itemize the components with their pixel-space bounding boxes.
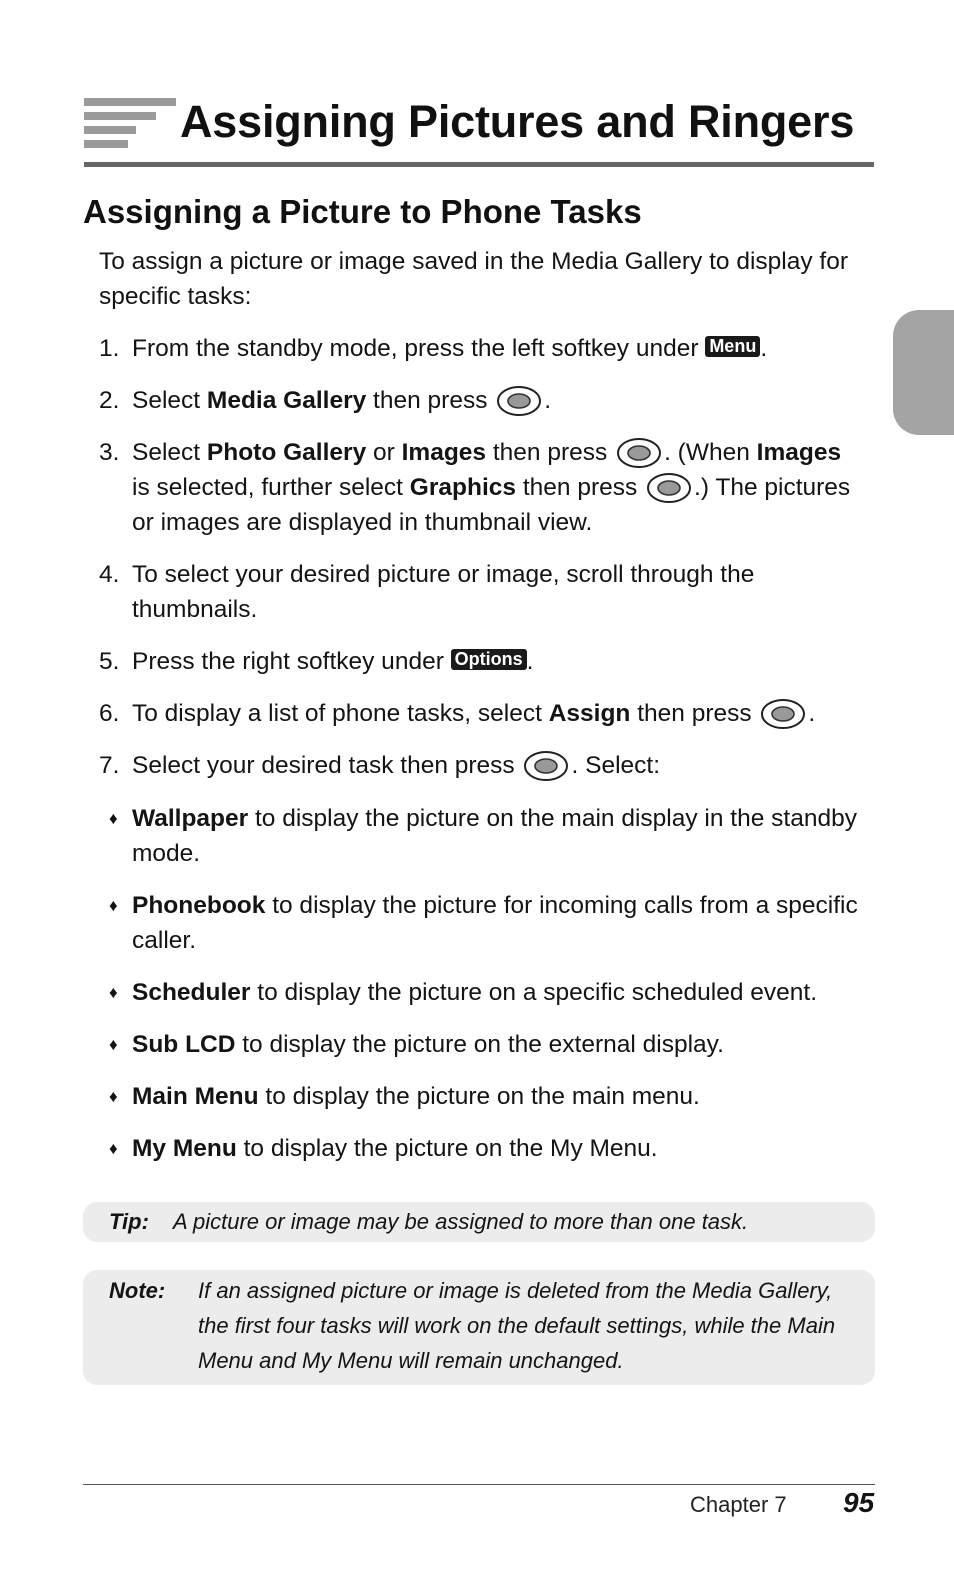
diamond-bullet-icon: ♦ [109, 1087, 118, 1106]
step-number: 2. [99, 387, 120, 414]
option-name: Sub LCD [132, 1031, 236, 1058]
step-2 [99, 383, 861, 418]
step-number: 7. [99, 752, 120, 779]
step-text: To select your desired picture or image, scroll through the thumbnails. [132, 561, 755, 623]
option-description: to display the picture on the main display in the standby mode. [132, 805, 857, 867]
diamond-bullet-icon: ♦ [109, 1035, 118, 1054]
step-text: . [544, 387, 552, 414]
option-name: My Menu [132, 1135, 237, 1162]
images-term: Images [401, 439, 487, 466]
step-5 [99, 644, 861, 679]
step-number: 6. [99, 700, 120, 727]
step-text: . [526, 648, 534, 675]
step-text: From the standby mode, press the left softkey under [132, 335, 706, 362]
menu-softkey-label: Menu [705, 336, 760, 357]
step-7 [99, 748, 861, 783]
chapter-label: Chapter 7 [690, 1492, 787, 1517]
step-text: then press [630, 700, 759, 727]
list-item-phonebook [109, 888, 861, 958]
page-number: 95 [843, 1487, 875, 1518]
option-name: Main Menu [132, 1083, 259, 1110]
step-text: . (When [664, 439, 757, 466]
step-text: then press [486, 439, 615, 466]
speed-lines-icon [84, 98, 178, 158]
option-description: to display the picture on a specific scheduled event. [250, 979, 818, 1006]
diamond-bullet-icon: ♦ [109, 896, 118, 915]
step-3 [99, 435, 861, 540]
section-heading: Assigning a Picture to Phone Tasks [83, 193, 642, 230]
option-name: Phonebook [132, 892, 266, 919]
step-text: Select your desired task then press [132, 752, 522, 779]
step-4 [99, 557, 861, 627]
step-text: . [760, 335, 768, 362]
step-text: Select [132, 439, 207, 466]
option-description: to display the picture on the My Menu. [236, 1135, 658, 1162]
step-text: . Select: [571, 752, 660, 779]
step-number: 1. [99, 335, 120, 362]
step-text: then press [516, 474, 645, 501]
photo-gallery-term: Photo Gallery [206, 439, 367, 466]
media-gallery-term: Media Gallery [206, 387, 367, 414]
footer-rule [83, 1484, 875, 1485]
list-item-wallpaper [109, 801, 861, 871]
images-term: Images [756, 439, 842, 466]
diamond-bullet-icon: ♦ [109, 1139, 118, 1158]
tip-text: A picture or image may be assigned to more than one task. [173, 1209, 749, 1234]
step-text: is selected, further select [132, 474, 410, 501]
task-options-list [109, 801, 861, 1183]
page-title: Assigning Pictures and Ringers [180, 96, 855, 147]
intro-paragraph: To assign a picture or image saved in the Media Gallery to display for specific tasks: [99, 248, 848, 310]
option-name: Scheduler [132, 979, 251, 1006]
list-item-my-menu [109, 1131, 861, 1166]
option-description: to display the picture on the external display. [235, 1031, 724, 1058]
step-6 [99, 696, 861, 731]
graphics-term: Graphics [409, 474, 517, 501]
tip-label: Tip: [109, 1209, 149, 1234]
step-number: 3. [99, 439, 120, 466]
steps-list [99, 331, 861, 800]
assign-term: Assign [548, 700, 631, 727]
center-select-key-icon [760, 698, 806, 730]
center-select-key-icon [523, 750, 569, 782]
diamond-bullet-icon: ♦ [109, 809, 118, 828]
note-box [83, 1270, 875, 1385]
option-description: to display the picture for incoming calls from a specific caller. [132, 892, 858, 954]
list-item-sub-lcd [109, 1027, 861, 1062]
options-softkey-label: Options [451, 649, 527, 670]
center-select-key-icon [646, 472, 692, 504]
list-item-scheduler [109, 975, 861, 1010]
step-text: .) The pictures or images are displayed in thumbnail view. [132, 474, 851, 536]
step-text: then press [366, 387, 495, 414]
option-description: to display the picture on the main menu. [258, 1083, 700, 1110]
step-text: To display a list of phone tasks, select [132, 700, 549, 727]
title-rule [84, 162, 874, 167]
note-label: Note: [109, 1278, 166, 1303]
step-text: . [808, 700, 816, 727]
step-1 [99, 331, 861, 366]
center-select-key-icon [496, 385, 542, 417]
note-text: If an assigned picture or image is deleted from the Media Gallery, the first four tasks will work on the default settings, while the Main Menu and My Menu will remain unchanged. [198, 1278, 836, 1373]
step-number: 4. [99, 561, 120, 588]
step-text: Press the right softkey under [132, 648, 451, 675]
tip-box [83, 1202, 875, 1242]
step-text: Select [132, 387, 207, 414]
option-name: Wallpaper [132, 805, 249, 832]
chapter-side-tab [893, 310, 954, 435]
list-item-main-menu [109, 1079, 861, 1114]
center-select-key-icon [616, 437, 662, 469]
step-number: 5. [99, 648, 120, 675]
diamond-bullet-icon: ♦ [109, 983, 118, 1002]
step-text: or [366, 439, 402, 466]
